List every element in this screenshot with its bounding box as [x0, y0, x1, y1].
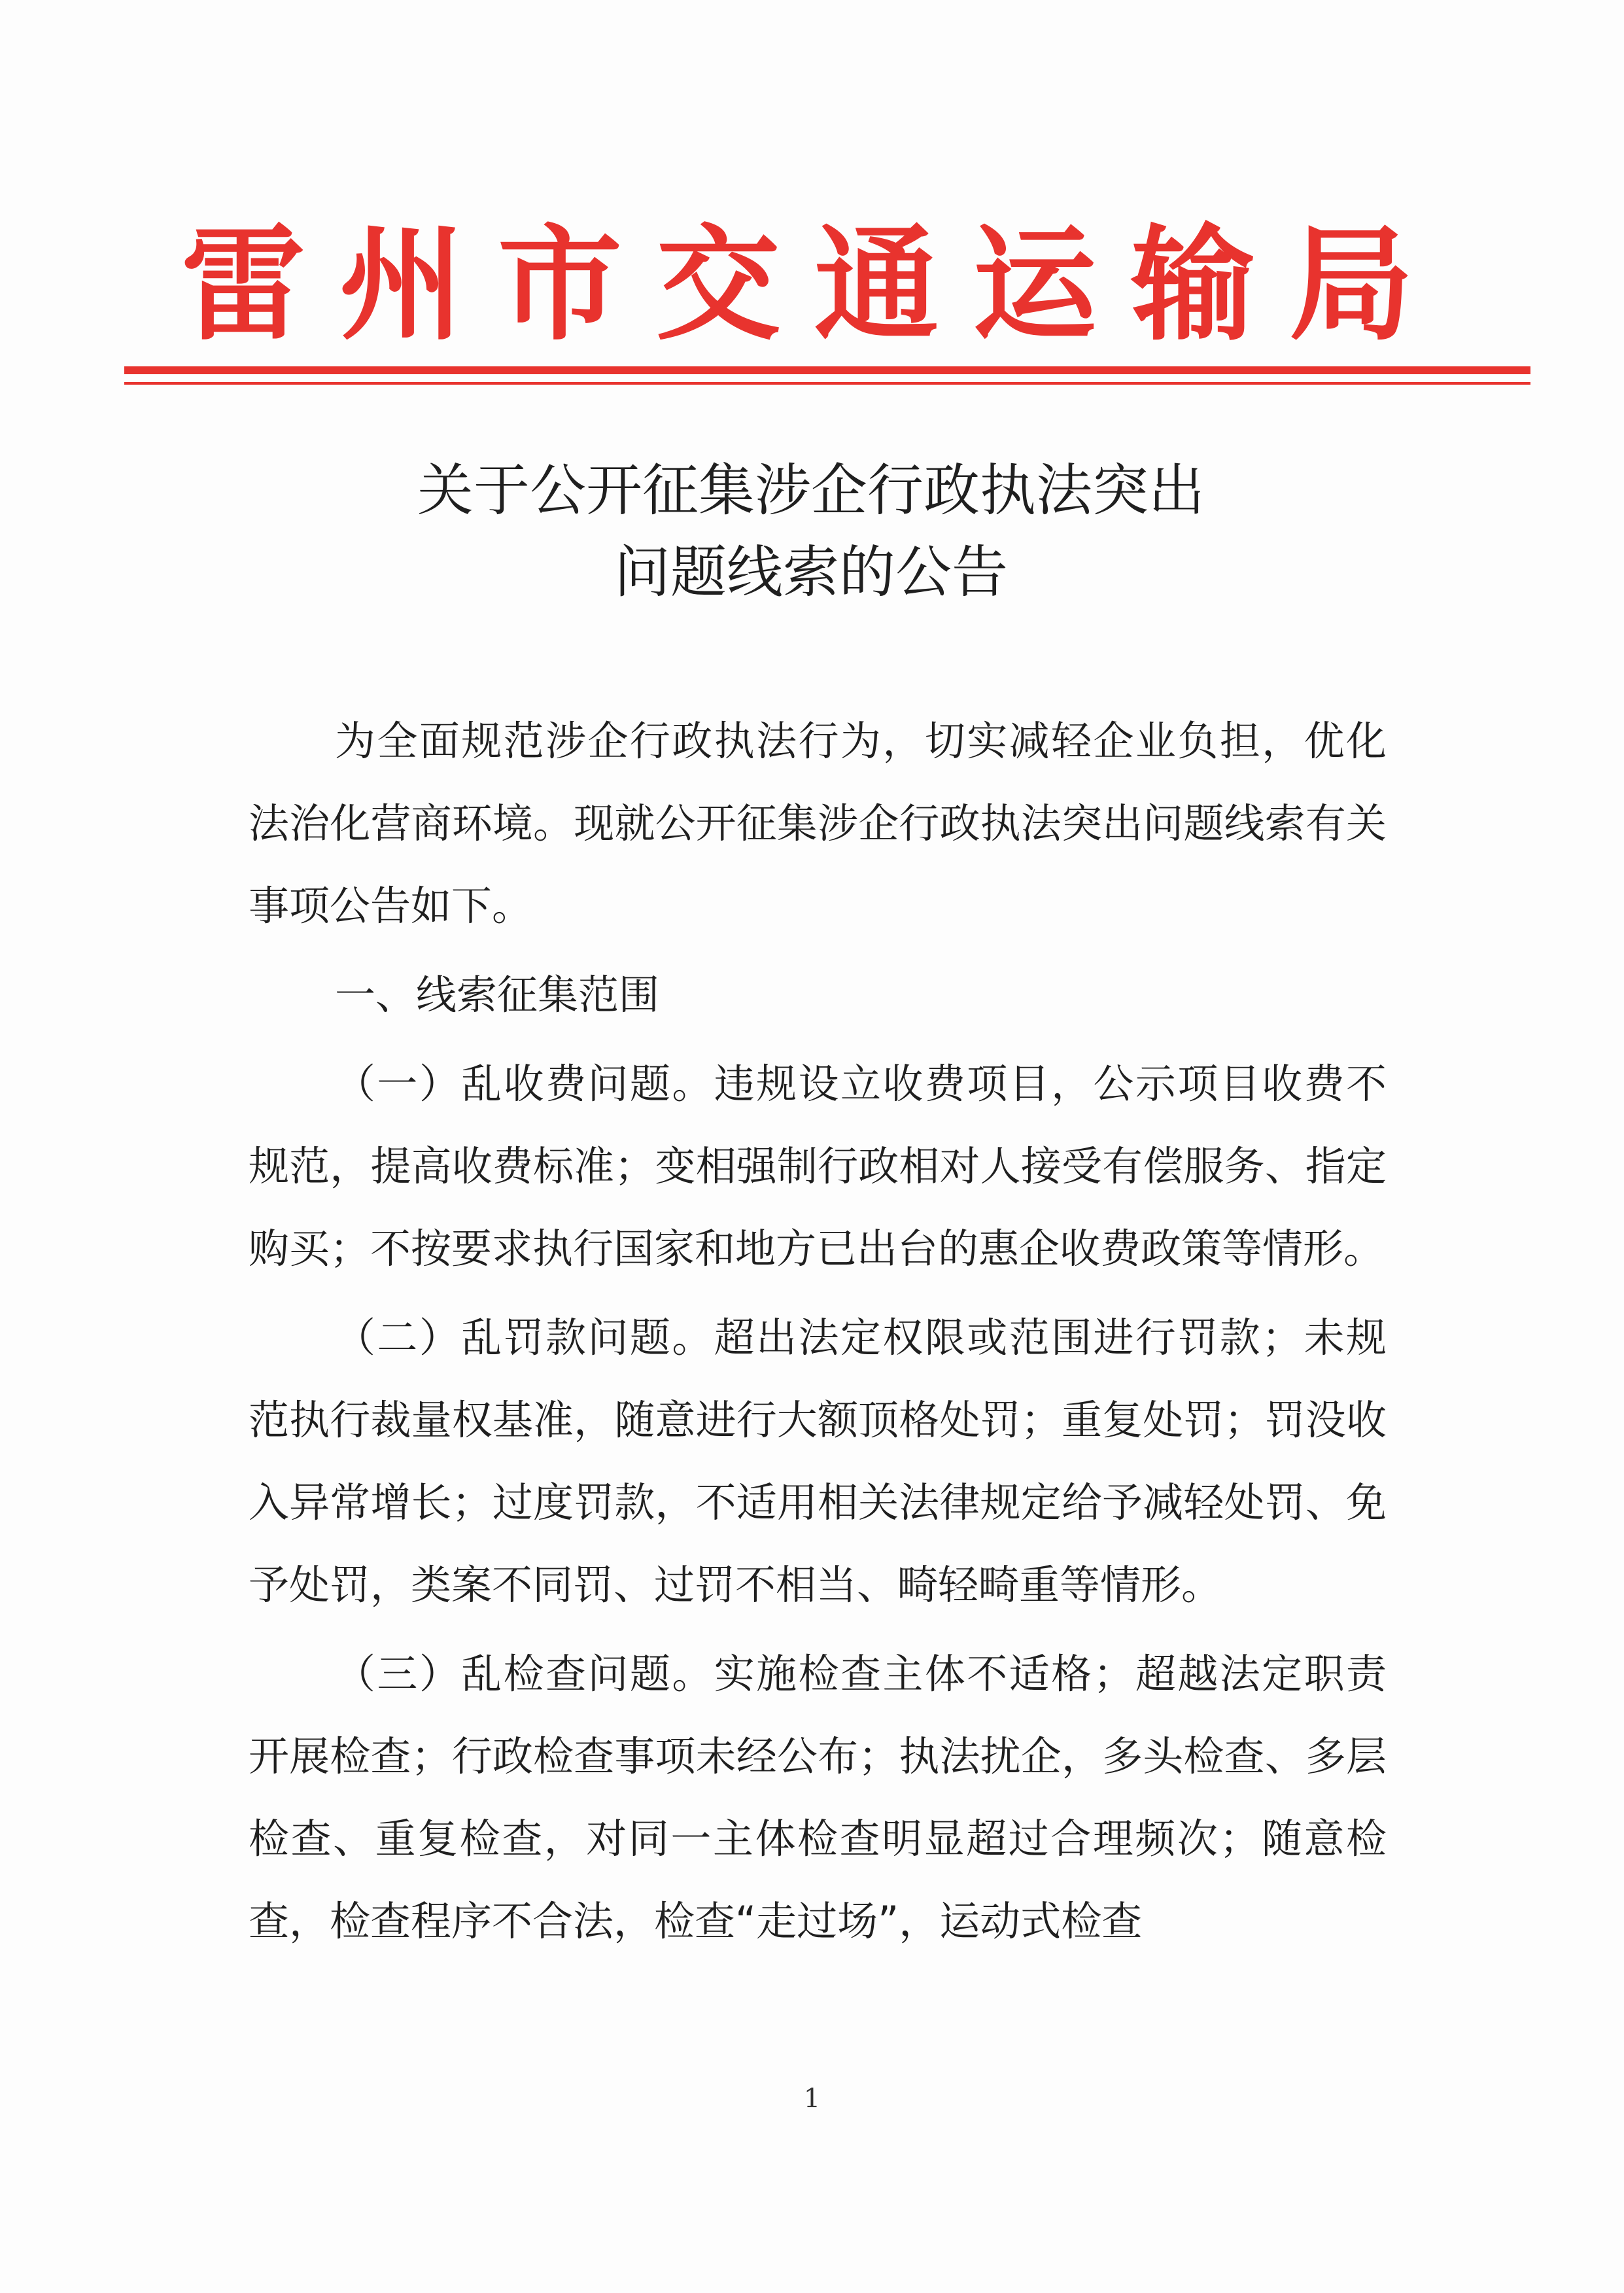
page-number: 1 [803, 2084, 821, 2114]
paragraph-fees: （一）乱收费问题。违规设立收费项目，公示项目收费不规范，提高收费标准；变相强制行政相对人接受有偿服务、指定购买；不按要求执行国家和地方已出台的惠企收费政策等情形。 [249, 1060, 1387, 1272]
section-heading-scope: 一、线索征集范围 [335, 971, 660, 1019]
document-body [249, 700, 1387, 1969]
letterhead-red-line-thick [124, 366, 1530, 374]
paragraph-intro: 为全面规范涉企行政执法行为，切实减轻企业负担，优化法治化营商环境。现就公开征集涉企行政执法突出问题线索有关事项公告如下。 [249, 717, 1387, 930]
letterhead-org-name: 雷州市交通运输局 [181, 211, 1447, 357]
document-title-line2: 问题线索的公告 [614, 540, 1008, 605]
document-title-line1: 关于公开征集涉企行政执法突出 [417, 458, 1205, 523]
paragraph-inspections: （三）乱检查问题。实施检查主体不适格；超越法定职责开展检查；行政检查事项未经公布；执法扰企，多头检查、多层检查、重复检查，对同一主体检查明显超过合理频次；随意检查，检查程序不合法，检查“走过场”，运动式检查 [249, 1650, 1387, 1945]
paragraph-fines: （二）乱罚款问题。超出法定权限或范围进行罚款；未规范执行裁量权基准，随意进行大额顶格处罚；重复处罚；罚没收入异常增长；过度罚款，不适用相关法律规定给予减轻处罚、免予处罚，类案不同罚、过罚不相当、畸轻畸重等情形。 [249, 1314, 1387, 1609]
letterhead-red-line-thin [124, 382, 1530, 385]
